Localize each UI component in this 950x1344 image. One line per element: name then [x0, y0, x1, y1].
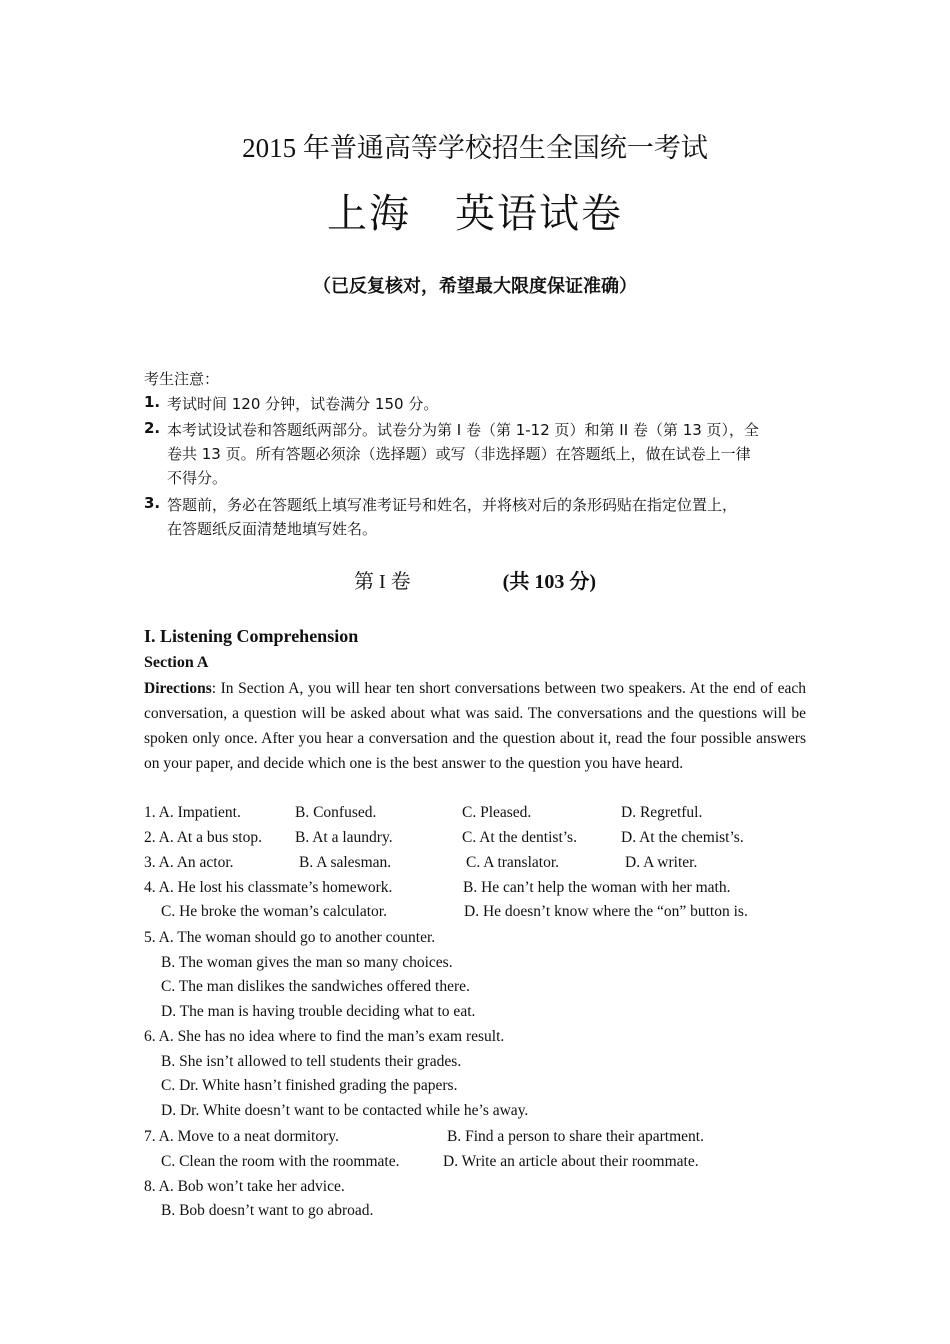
question-option: C. Clean the room with the roommate. [161, 1153, 400, 1170]
question-option: C. He broke the woman’s calculator. [161, 903, 387, 920]
directions-paragraph [144, 676, 806, 776]
question-option: 3. A. An actor. [144, 854, 234, 871]
notice-item-line: 本考试设试卷和答题纸两部分。试卷分为第 I 卷（第 1-12 页）和第 II 卷（第 13 页），全 [167, 421, 760, 439]
paper-title-region: 上海 [327, 191, 411, 236]
question-option: C. Pleased. [462, 804, 532, 821]
exam-title: 2015 年普通高等学校招生全国统一考试 [242, 133, 708, 163]
question-option: D. He doesn’t know where the “on” button is. [464, 903, 748, 920]
notice-item-line: 卷共 13 页。所有答题必须涂（选择题）或写（非选择题）在答题纸上，做在试卷上一律 [167, 445, 751, 463]
question-option: D. At the chemist’s. [621, 829, 744, 846]
question-option: C. The man dislikes the sandwiches offered there. [161, 978, 470, 995]
question-option: C. A translator. [466, 854, 559, 871]
paper-title [0, 182, 950, 239]
notice-item-number: 2. [144, 419, 161, 437]
question-option: C. Dr. White hasn’t finished grading the papers. [161, 1077, 458, 1094]
question-option: 6. A. She has no idea where to find the man’s exam result. [144, 1028, 505, 1045]
part-name: 第 I 卷 [354, 571, 411, 593]
question-option: D. Write an article about their roommate. [443, 1153, 699, 1170]
part-score: (共 103 分) [502, 571, 596, 593]
paper-title-subject: 英语试卷 [455, 191, 623, 236]
notice-item-line: 考试时间 120 分钟，试卷满分 150 分。 [167, 395, 439, 413]
question-option: B. Find a person to share their apartment. [447, 1128, 704, 1145]
question-option: D. A writer. [625, 854, 698, 871]
question-option: 5. A. The woman should go to another counter. [144, 929, 436, 946]
question-option: 2. A. At a bus stop. [144, 829, 262, 846]
question-option: 8. A. Bob won’t take her advice. [144, 1178, 345, 1195]
question-option: B. Bob doesn’t want to go abroad. [161, 1202, 374, 1219]
part-heading [0, 565, 950, 594]
notice-item-line: 在答题纸反面清楚地填写姓名。 [167, 520, 378, 538]
question-option: D. Regretful. [621, 804, 703, 821]
question-option: 4. A. He lost his classmate’s homework. [144, 879, 393, 896]
question-option: 1. A. Impatient. [144, 804, 241, 821]
question-option: B. A salesman. [299, 854, 392, 871]
question-option: B. She isn’t allowed to tell students their grades. [161, 1053, 462, 1070]
directions-label: Directions [144, 680, 212, 697]
question-option: B. He can’t help the woman with her math. [463, 879, 731, 896]
notice-item-line: 不得分。 [167, 469, 228, 487]
question-option: D. The man is having trouble deciding what to eat. [161, 1003, 476, 1020]
question-option: 7. A. Move to a neat dormitory. [144, 1128, 339, 1145]
verification-note: （已反复核对，希望最大限度保证准确） [313, 276, 637, 297]
question-option: B. At a laundry. [295, 829, 393, 846]
notice-item-number: 3. [144, 494, 161, 512]
question-option: D. Dr. White doesn’t want to be contacted while he’s away. [161, 1102, 529, 1119]
question-option: B. The woman gives the man so many choices. [161, 954, 453, 971]
notice-item-line: 答题前，务必在答题纸上填写准考证号和姓名，并将核对后的条形码贴在指定位置上， [167, 496, 738, 514]
section-title: I. Listening Comprehension [144, 626, 359, 646]
notice-heading: 考生注意： [144, 370, 220, 388]
question-option: C. At the dentist’s. [462, 829, 577, 846]
section-subtitle: Section A [144, 654, 209, 671]
directions-text: : In Section A, you will hear ten short conversations between two speakers. At the end of each conversation, a question will be asked about what was said. The conversations and the questions will be spoken only once. After you hear a conversation and the question about it, read the four possible answers on your paper, and decide which one is the best answer to the question you have heard. [144, 680, 806, 772]
notice-item-number: 1. [144, 393, 161, 411]
question-option: B. Confused. [295, 804, 377, 821]
